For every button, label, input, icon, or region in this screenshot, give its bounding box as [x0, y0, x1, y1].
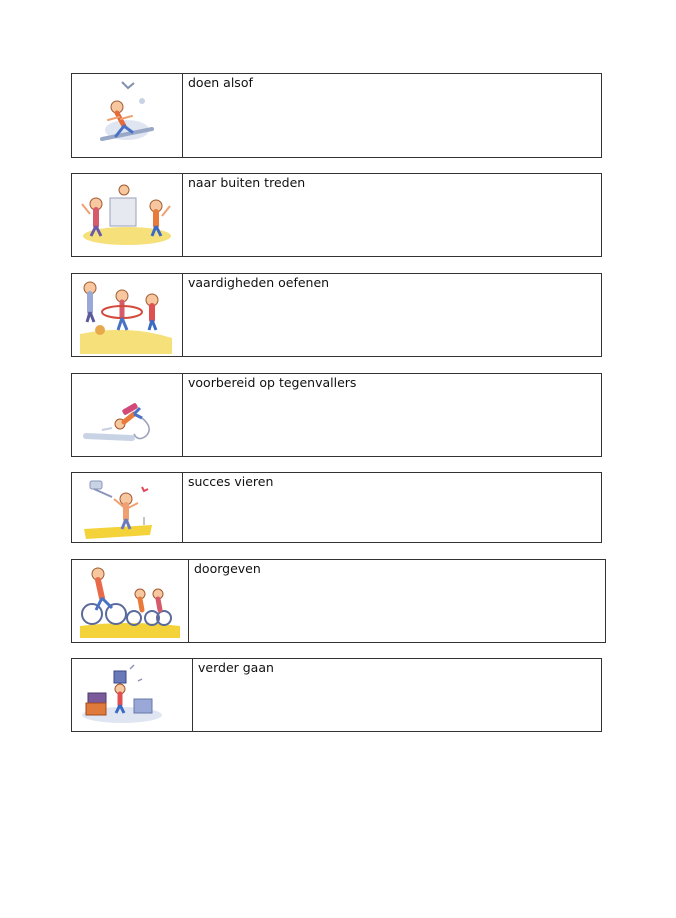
hula-hoop-practice-illustration [72, 274, 183, 356]
table-row [71, 373, 602, 457]
table-row [71, 73, 602, 158]
table-row [71, 472, 602, 543]
child-floating-illustration [72, 74, 183, 157]
table-row [71, 273, 602, 357]
row-label: succes vieren [188, 474, 274, 489]
row-label: doorgeven [194, 561, 261, 576]
row-label: vaardigheden oefenen [188, 275, 330, 290]
child-on-boxes-illustration [72, 659, 193, 731]
row-label: naar buiten treden [188, 175, 306, 190]
table-row [71, 173, 602, 257]
trophy-celebration-illustration [72, 473, 183, 542]
child-falling-illustration [72, 374, 183, 456]
table-row [71, 559, 606, 643]
row-label: doen alsof [188, 75, 253, 90]
family-cycling-illustration [72, 560, 189, 642]
row-label: voorbereid op tegenvallers [188, 375, 357, 390]
table-row [71, 658, 602, 732]
children-group-illustration [72, 174, 183, 256]
row-label: verder gaan [198, 660, 274, 675]
